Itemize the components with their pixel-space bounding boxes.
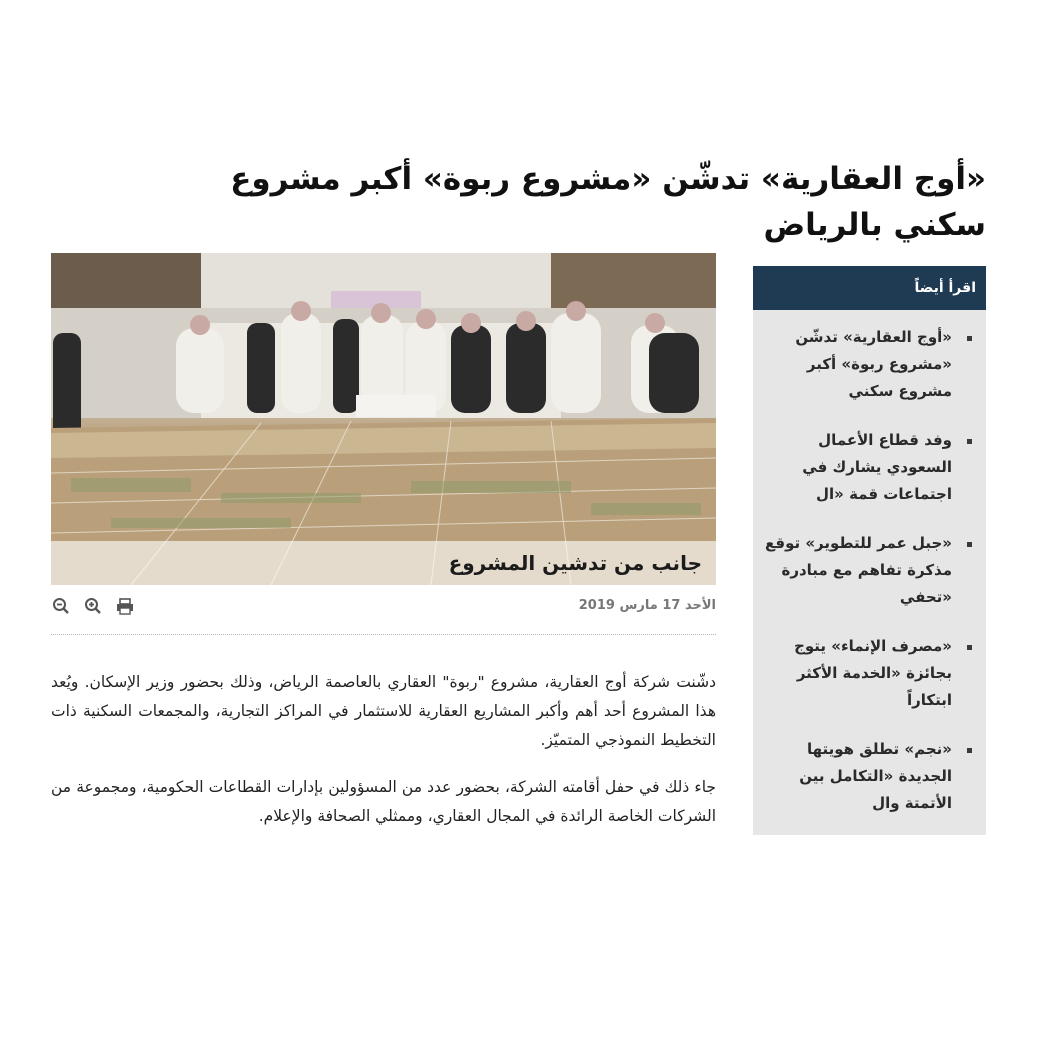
bullet-icon (967, 336, 972, 341)
zoom-in-icon[interactable] (83, 596, 103, 616)
sidebar-title: اقرأ أيضاً (753, 266, 986, 310)
article-tools (51, 596, 135, 616)
article-paragraph: جاء ذلك في حفل أقامته الشركة، بحضور عدد من المسؤولين بإدارات القطاعات الحكومية، ومجموعة من الشركات الخاصة الرائدة في المجال العقاري، وممثلي الصحافة والإعلام. (51, 778, 716, 825)
article-headline: «أوج العقارية» تدشّن «مشروع ربوة» أكبر مشروع سكني بالرياض (230, 161, 986, 243)
sidebar-item-label: «أوج العقارية» تدشّن «مشروع ربوة» أكبر مشروع سكني (795, 328, 952, 400)
sidebar-item[interactable] (753, 625, 986, 728)
article-paragraph: دشّنت شركة أوج العقارية، مشروع "ربوة" العقاري بالعاصمة الرياض، وذلك بحضور وزير الإسكان. ويُعد هذا المشروع أحد أهم وأكبر المشاريع العقارية للاستثمار في المراكز التجارية، والمجمعات السكنية ذات التخطيط النموذجي المتميّز. (51, 673, 716, 749)
article-photo (51, 253, 716, 585)
zoom-out-icon[interactable] (51, 596, 71, 616)
bullet-icon (967, 748, 972, 753)
sidebar-item[interactable] (753, 522, 986, 625)
article-body (51, 668, 716, 849)
sidebar-item[interactable] (753, 419, 986, 522)
sidebar-item-label: وفد قطاع الأعمال السعودي يشارك في اجتماعات قمة «ال (802, 431, 952, 503)
bullet-icon (967, 645, 972, 650)
sidebar-item-label: «مصرف الإنماء» يتوج بجائزة «الخدمة الأكثر ابتكاراً (794, 637, 952, 709)
bullet-icon (967, 439, 972, 444)
print-icon[interactable] (115, 596, 135, 616)
bullet-icon (967, 542, 972, 547)
sidebar-item-label: «نجم» تطلق هويتها الجديدة «التكامل بين الأتمتة وال (799, 740, 952, 812)
article-meta (51, 596, 716, 635)
article-date: الأحد 17 مارس 2019 (578, 598, 716, 613)
read-also-sidebar (753, 266, 986, 835)
sidebar-item-label: «جبل عمر للتطوير» توقع مذكرة تفاهم مع مبادرة «تحفي (765, 534, 952, 606)
sidebar-item[interactable] (753, 316, 986, 419)
sidebar-item[interactable] (753, 728, 986, 831)
photo-caption: جانب من تدشين المشروع (51, 541, 716, 585)
photo-illustration (51, 253, 716, 585)
sidebar-list (753, 310, 986, 835)
